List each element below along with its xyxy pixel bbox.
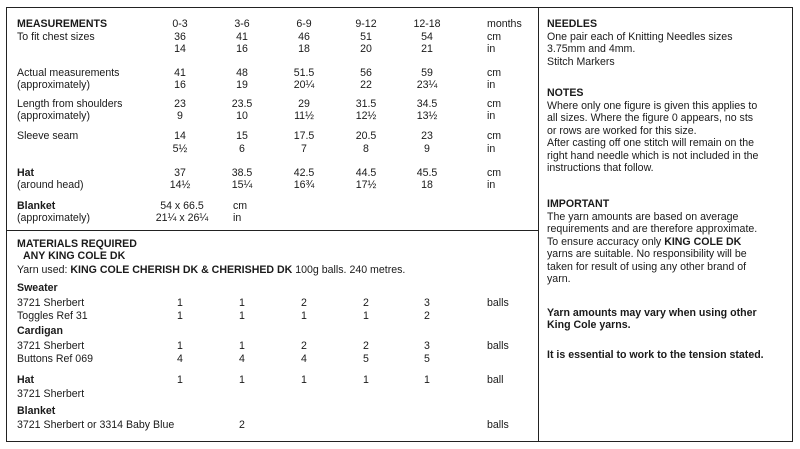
unit-cell: cm — [487, 167, 502, 179]
hat-value-cell: 1 — [177, 374, 183, 386]
size-value-cell: 37 — [174, 167, 186, 179]
size-value-cell: 16 — [236, 43, 248, 55]
size-value-cell: 20.5 — [355, 130, 377, 142]
important-text — [547, 211, 787, 285]
size-value-cell: 2 — [301, 297, 307, 309]
column-divider — [538, 7, 539, 442]
size-value-cell: 2 — [424, 310, 430, 322]
important-brand: KING COLE DK — [664, 235, 742, 248]
size-value-cell: 20¼ — [293, 79, 315, 91]
size-value-cell: 8 — [363, 143, 369, 155]
size-value-cell: 48 — [236, 67, 248, 79]
blanket-in-unit: in — [233, 212, 242, 224]
size-value-cell: 45.5 — [416, 167, 438, 179]
important-prefix: To ensure accuracy only — [547, 235, 665, 248]
yarn-variance-warning — [547, 307, 792, 332]
size-value-cell: 54 — [421, 31, 433, 43]
yarn-prefix: Yarn used: — [17, 264, 71, 276]
materials-heading: MATERIALS REQUIRED — [17, 238, 137, 250]
row-label: Hat — [17, 167, 35, 179]
size-value-cell: 11½ — [294, 110, 314, 122]
size-value-cell: 2 — [363, 297, 369, 309]
size-value-cell: 56 — [360, 67, 372, 79]
size-value-cell: 51.5 — [293, 67, 315, 79]
size-value-cell: 42.5 — [293, 167, 315, 179]
size-value-cell: 44.5 — [355, 167, 377, 179]
unit-cell: in — [487, 79, 496, 91]
size-value-cell: 1 — [239, 297, 245, 309]
size-value-cell: 19 — [236, 79, 248, 91]
needles-line: Stitch Markers — [547, 55, 615, 68]
row-label: Length from shoulders — [17, 98, 123, 110]
unit-cell: in — [487, 43, 496, 55]
blanket-yarn-label: 3721 Sherbert or 3314 Baby Blue — [17, 419, 175, 431]
notes-line: all sizes. Where the figure 0 appears, no sts — [547, 112, 754, 125]
size-value-cell: 5 — [363, 353, 369, 365]
warning-line: Yarn amounts may vary when using other — [547, 307, 757, 319]
size-12-18: 12-18 — [413, 18, 441, 30]
size-0-3: 0-3 — [172, 18, 188, 30]
size-value-cell: 20 — [360, 43, 372, 55]
important-line: requirements and are therefore approximate. — [547, 223, 758, 236]
tension-warning: It is essential to work to the tension stated. — [547, 349, 764, 361]
size-value-cell: 34.5 — [416, 98, 438, 110]
notes-line: right hand needle which is not included in the — [547, 149, 759, 162]
size-value-cell: 9 — [424, 143, 430, 155]
size-value-cell: 23 — [174, 98, 186, 110]
size-value-cell: 13½ — [416, 110, 438, 122]
important-line: yarn. — [547, 273, 571, 286]
size-value-cell: 1 — [177, 297, 183, 309]
size-value-cell: 17½ — [355, 179, 377, 191]
materials-subheading: ANY KING COLE DK — [23, 250, 126, 262]
important-line: The yarn amounts are based on average — [547, 211, 739, 223]
blanket-cm-value: 54 x 66.5 — [160, 200, 204, 212]
measurements-heading: MEASUREMENTS — [17, 18, 108, 30]
notes-heading: NOTES — [547, 87, 584, 99]
size-value-cell: 5½ — [172, 143, 188, 155]
cardigan-title: Cardigan — [17, 325, 63, 337]
size-value-cell: 36 — [174, 31, 186, 43]
size-value-cell: 31.5 — [355, 98, 377, 110]
size-value-cell: 7 — [301, 143, 307, 155]
size-value-cell: 23.5 — [231, 98, 253, 110]
notes-text — [547, 100, 787, 174]
row-label: (around head) — [17, 179, 84, 191]
size-value-cell: 1 — [363, 310, 369, 322]
notes-line: instructions that follow. — [547, 162, 654, 175]
needles-heading: NEEDLES — [547, 18, 598, 30]
hat-value-cell: 1 — [424, 374, 430, 386]
needles-line: 3.75mm and 4mm. — [547, 43, 636, 56]
important-line: yarns are suitable. No responsibility will be — [547, 248, 747, 261]
blanket-size-label: Blanket — [17, 200, 56, 212]
size-value-cell: 17.5 — [293, 130, 315, 142]
row-label: Buttons Ref 069 — [17, 353, 93, 365]
notes-line: Where only one figure is given this applies to — [547, 100, 758, 112]
unit-cell: cm — [487, 31, 502, 43]
size-value-cell: 2 — [301, 340, 307, 352]
size-value-cell: 22 — [360, 79, 372, 91]
hat-value-cell: 1 — [239, 374, 245, 386]
size-value-cell: 10 — [236, 110, 248, 122]
size-value-cell: 1 — [177, 310, 183, 322]
size-value-cell: 46 — [298, 31, 310, 43]
row-label: Actual measurements — [17, 67, 120, 79]
blanket-title: Blanket — [17, 405, 56, 417]
notes-line: After casting off one stitch will remain on the — [547, 137, 755, 150]
blanket-size-approx: (approximately) — [17, 212, 91, 224]
unit-cell: cm — [487, 67, 502, 79]
row-label: To fit chest sizes — [17, 31, 95, 43]
unit-cell: in — [487, 110, 496, 122]
unit-cell: in — [487, 143, 496, 155]
yarn-used-line — [17, 264, 405, 276]
hat-value-cell: 1 — [363, 374, 369, 386]
size-value-cell: 23 — [421, 130, 433, 142]
yarn-suffix: 100g balls. 240 metres. — [292, 264, 406, 276]
size-value-cell: 3 — [424, 340, 430, 352]
size-value-cell: 15¼ — [231, 179, 253, 191]
unit-cell: cm — [487, 98, 502, 110]
size-3-6: 3-6 — [234, 18, 250, 30]
size-value-cell: 9 — [177, 110, 183, 122]
hat-unit: ball — [487, 374, 504, 386]
hat-title: Hat — [17, 374, 35, 386]
size-value-cell: 1 — [177, 340, 183, 352]
size-value-cell: 14½ — [169, 179, 191, 191]
row-label: 3721 Sherbert — [17, 297, 85, 309]
size-value-cell: 1 — [239, 340, 245, 352]
needles-line: One pair each of Knitting Needles sizes — [547, 31, 733, 43]
sizes-unit: months — [487, 18, 522, 30]
size-value-cell: 18 — [298, 43, 310, 55]
size-9-12: 9-12 — [355, 18, 377, 30]
unit-cell: balls — [487, 340, 509, 352]
notes-line: or rows are worked for this size. — [547, 124, 697, 137]
size-value-cell: 5 — [424, 353, 430, 365]
important-line: taken for result of using any other brand of — [547, 260, 747, 273]
hat-value-cell: 1 — [301, 374, 307, 386]
warning-line: King Cole yarns. — [547, 319, 631, 332]
size-value-cell: 3 — [424, 297, 430, 309]
needles-text — [547, 31, 787, 68]
blanket-cm-unit: cm — [233, 200, 248, 212]
size-value-cell: 41 — [174, 67, 186, 79]
row-label: Sleeve seam — [17, 130, 79, 142]
size-value-cell: 12½ — [355, 110, 377, 122]
size-value-cell: 21 — [421, 43, 433, 55]
unit-cell: balls — [487, 297, 509, 309]
blanket-yarn-value: 2 — [239, 419, 245, 431]
section-divider — [6, 230, 538, 231]
row-label: (approximately) — [17, 110, 91, 122]
size-value-cell: 18 — [421, 179, 433, 191]
size-value-cell: 1 — [301, 310, 307, 322]
unit-cell: cm — [487, 130, 502, 142]
important-line — [547, 236, 787, 248]
row-label: Toggles Ref 31 — [17, 310, 88, 322]
row-label: 3721 Sherbert — [17, 340, 85, 352]
size-value-cell: 16¾ — [293, 179, 315, 191]
size-value-cell: 29 — [298, 98, 310, 110]
size-value-cell: 4 — [239, 353, 245, 365]
size-value-cell: 23¼ — [416, 79, 438, 91]
size-value-cell: 51 — [360, 31, 372, 43]
important-heading: IMPORTANT — [547, 198, 610, 210]
size-value-cell: 1 — [239, 310, 245, 322]
unit-cell: in — [487, 179, 496, 191]
size-value-cell: 4 — [301, 353, 307, 365]
size-value-cell: 14 — [174, 43, 186, 55]
size-value-cell: 38.5 — [231, 167, 253, 179]
blanket-yarn-unit: balls — [487, 419, 509, 431]
size-value-cell: 16 — [174, 79, 186, 91]
sweater-title: Sweater — [17, 282, 58, 294]
yarn-name: KING COLE CHERISH DK & CHERISHED DK — [70, 264, 293, 276]
size-value-cell: 14 — [174, 130, 186, 142]
size-value-cell: 15 — [236, 130, 248, 142]
hat-yarn-label: 3721 Sherbert — [17, 388, 85, 400]
size-value-cell: 59 — [421, 67, 433, 79]
size-value-cell: 4 — [177, 353, 183, 365]
size-value-cell: 41 — [236, 31, 248, 43]
size-6-9: 6-9 — [296, 18, 312, 30]
size-value-cell: 6 — [239, 143, 245, 155]
blanket-in-value: 21¼ x 26¼ — [155, 212, 209, 224]
size-value-cell: 2 — [363, 340, 369, 352]
row-label: (approximately) — [17, 79, 91, 91]
